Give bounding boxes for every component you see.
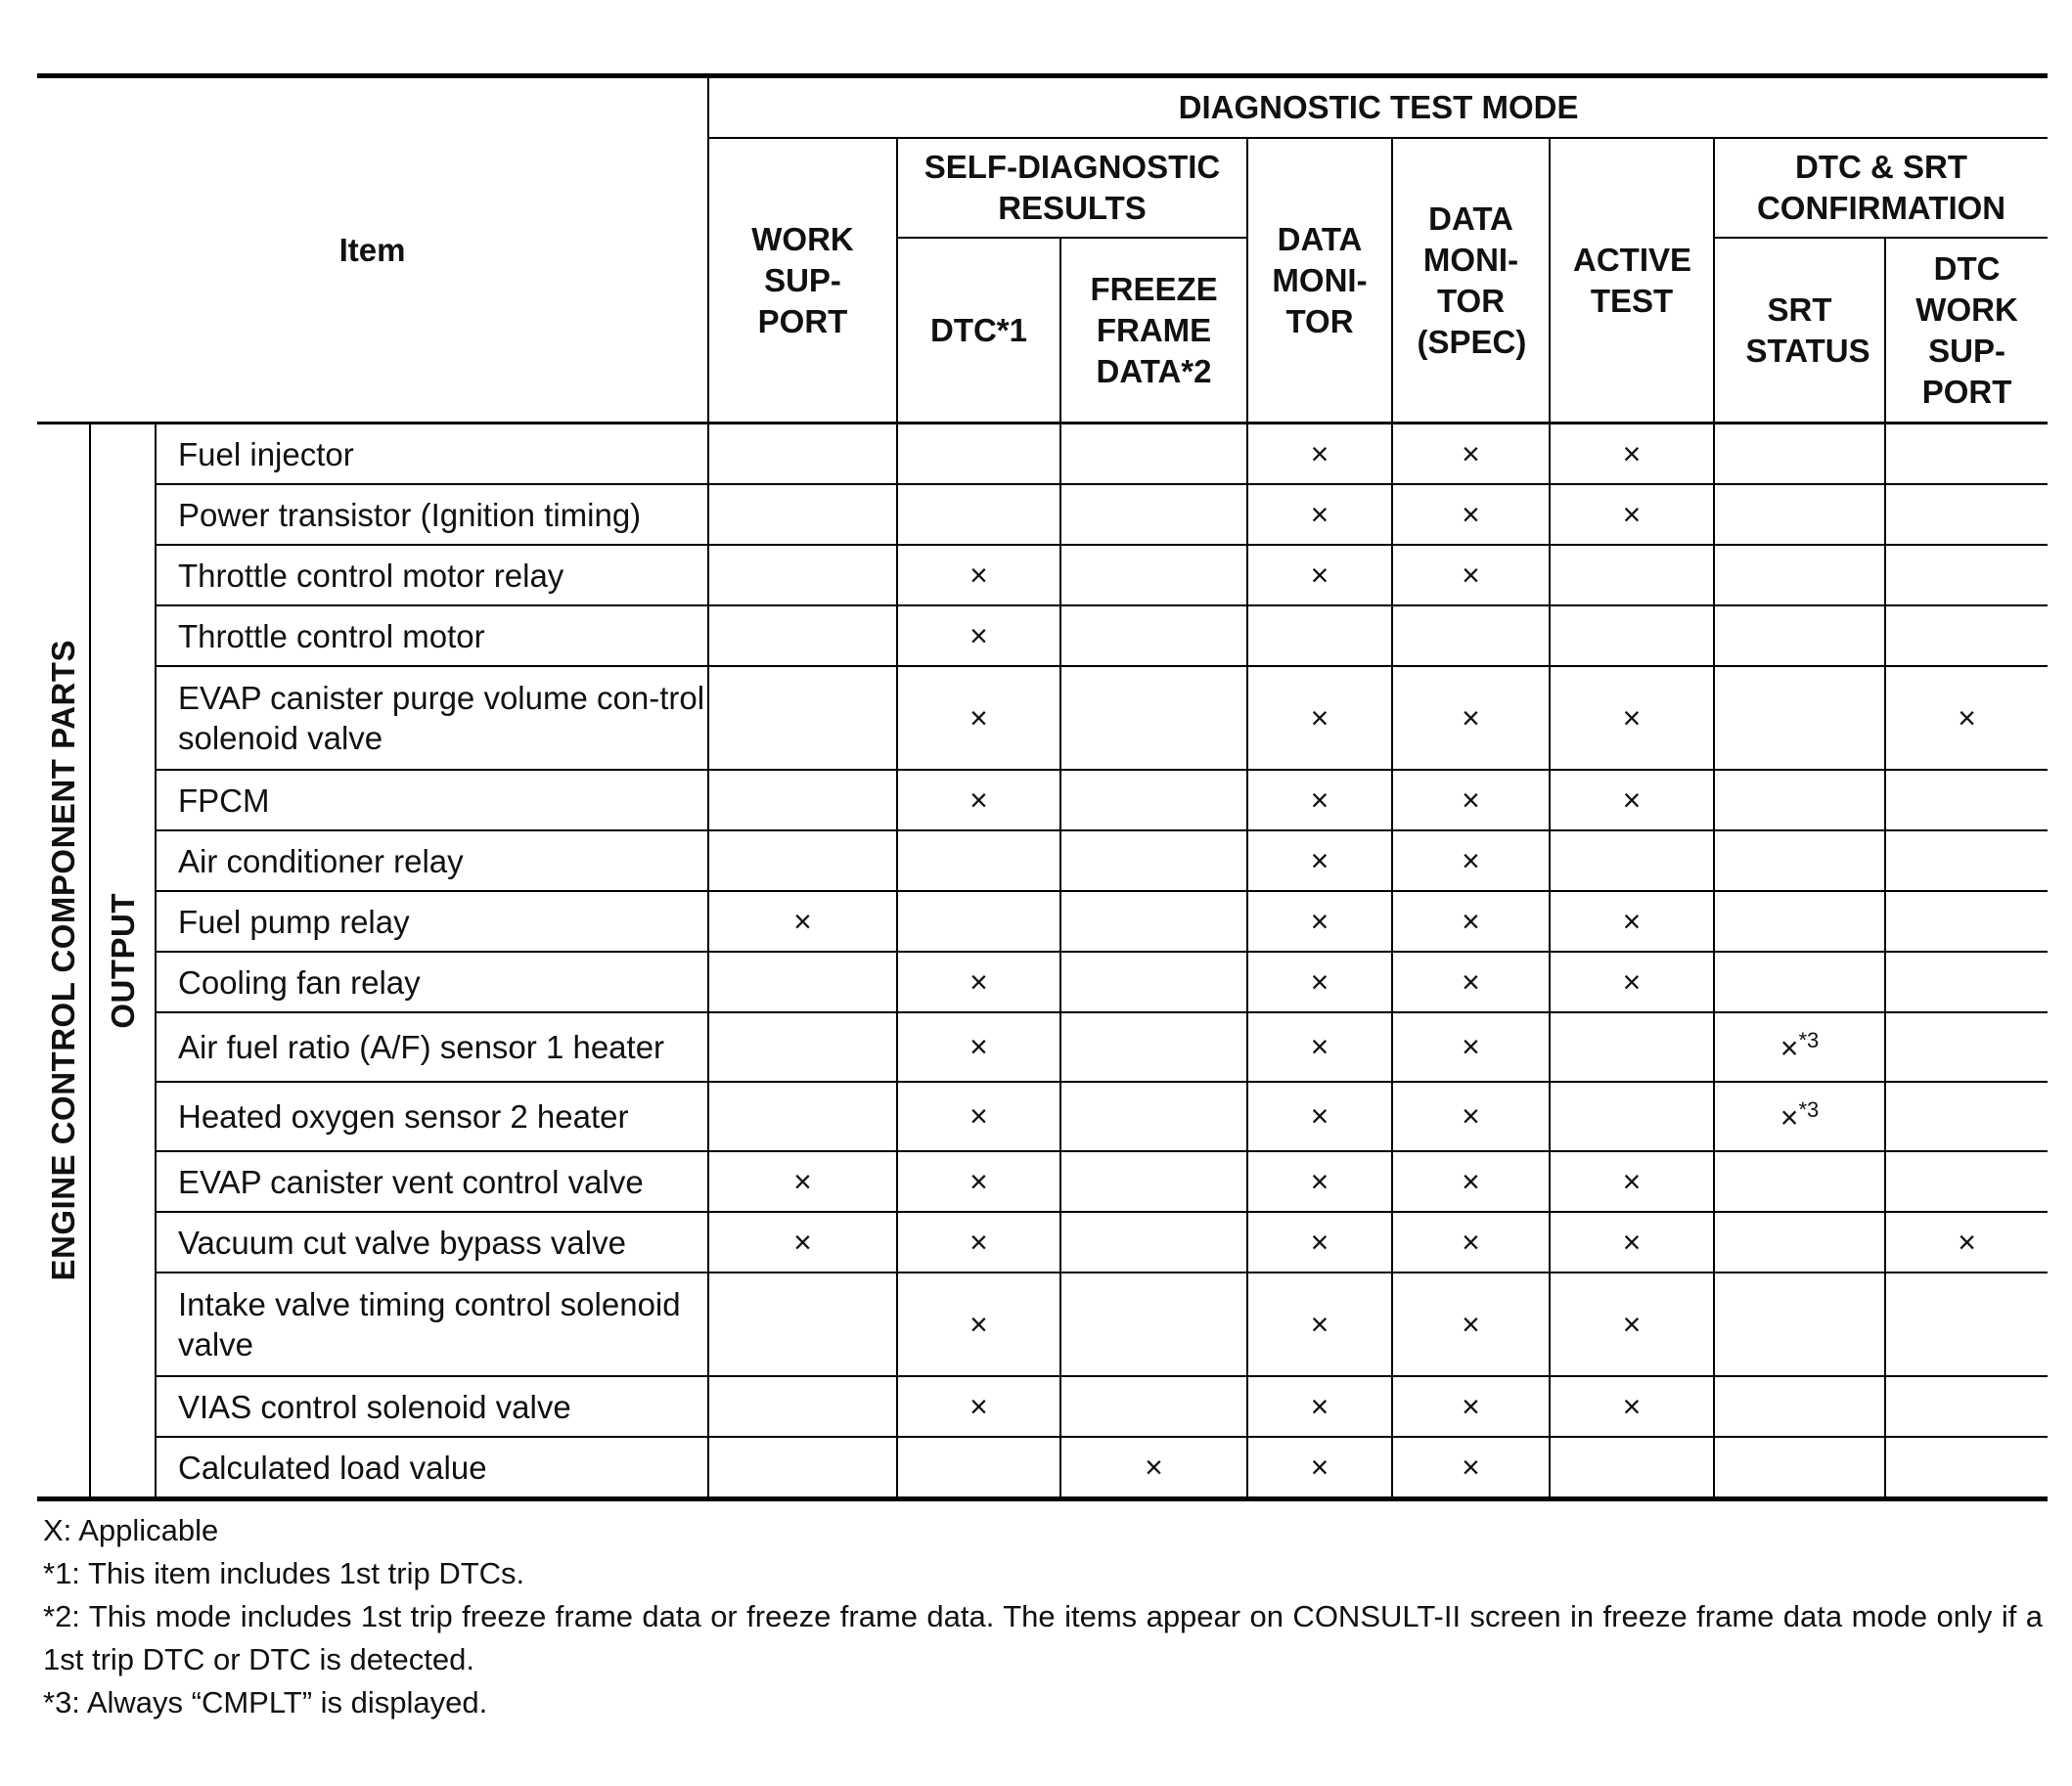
item-name: Calculated load value (156, 1437, 708, 1499)
applicable-mark: × (897, 545, 1060, 605)
table-row (37, 1012, 2048, 1082)
table-row (37, 1082, 2048, 1151)
applicable-mark (708, 770, 897, 830)
applicable-mark (708, 1376, 897, 1437)
applicable-mark (708, 545, 897, 605)
output-label (90, 424, 156, 1499)
applicable-mark (1714, 1212, 1885, 1273)
applicable-mark: × (897, 1151, 1060, 1212)
applicable-mark: × (1247, 545, 1392, 605)
applicable-mark (1885, 605, 2048, 666)
applicable-mark: × (1060, 1437, 1247, 1499)
applicable-mark (1885, 1273, 2048, 1376)
applicable-mark (1060, 484, 1247, 545)
applicable-mark: × (1247, 484, 1392, 545)
applicable-mark (708, 952, 897, 1012)
applicable-mark (1885, 830, 2048, 891)
applicable-mark (708, 666, 897, 770)
applicable-mark (1885, 952, 2048, 1012)
applicable-mark (1060, 1151, 1247, 1212)
applicable-mark: × (1247, 1273, 1392, 1376)
table-row (37, 1273, 2048, 1376)
applicable-mark (1714, 1151, 1885, 1212)
applicable-mark: × (1247, 1082, 1392, 1151)
applicable-mark (708, 484, 897, 545)
applicable-mark: × (897, 1376, 1060, 1437)
applicable-mark (1885, 424, 2048, 485)
item-name: VIAS control solenoid valve (156, 1376, 708, 1437)
applicable-mark: × (897, 1273, 1060, 1376)
applicable-mark (1060, 1212, 1247, 1273)
footnotes (37, 1509, 2043, 1724)
item-name: Fuel pump relay (156, 891, 708, 952)
applicable-mark: × (1247, 424, 1392, 485)
applicable-mark (1550, 1082, 1714, 1151)
item-name: Throttle control motor (156, 605, 708, 666)
applicable-mark: × (1247, 666, 1392, 770)
applicable-mark: × (1247, 1376, 1392, 1437)
applicable-mark (897, 424, 1060, 485)
applicable-mark (1392, 605, 1550, 666)
applicable-mark: × (1392, 1082, 1550, 1151)
footnote: *3: Always “CMPLT” is displayed. (43, 1685, 488, 1719)
applicable-mark (1060, 666, 1247, 770)
applicable-mark: × (1392, 1376, 1550, 1437)
item-name: Vacuum cut valve bypass valve (156, 1212, 708, 1273)
table-row (37, 1376, 2048, 1437)
applicable-mark: × (1392, 484, 1550, 545)
item-name: Intake valve timing control solenoid valve (156, 1273, 708, 1376)
applicable-mark (1885, 1151, 2048, 1212)
applicable-mark: × (1885, 666, 2048, 770)
table-row (37, 1212, 2048, 1273)
applicable-mark: × (708, 1151, 897, 1212)
table-row (37, 1437, 2048, 1499)
applicable-mark: × (1392, 1151, 1550, 1212)
dtc-header: DTC*1 (897, 238, 1060, 424)
applicable-mark: × (1550, 952, 1714, 1012)
applicable-mark (1714, 666, 1885, 770)
table-row (37, 484, 2048, 545)
applicable-mark: × (1550, 484, 1714, 545)
item-name: Heated oxygen sensor 2 heater (156, 1082, 708, 1151)
applicable-mark (1060, 1376, 1247, 1437)
applicable-mark: × (897, 952, 1060, 1012)
applicable-mark: × (1550, 666, 1714, 770)
dtc-work-support-header: DTC WORK SUP-PORT (1885, 238, 2048, 424)
applicable-mark: × (897, 770, 1060, 830)
applicable-mark (1060, 1012, 1247, 1082)
applicable-mark (1885, 1437, 2048, 1499)
applicable-mark (1247, 605, 1392, 666)
applicable-mark (708, 1437, 897, 1499)
applicable-mark (1060, 952, 1247, 1012)
applicable-mark (1060, 545, 1247, 605)
applicable-mark (1060, 770, 1247, 830)
applicable-mark: × (1247, 1151, 1392, 1212)
applicable-mark (1885, 545, 2048, 605)
applicable-mark (1714, 891, 1885, 952)
applicable-mark: × (897, 1012, 1060, 1082)
applicable-mark: × (897, 1082, 1060, 1151)
applicable-mark: × (1550, 424, 1714, 485)
item-name: EVAP canister purge volume con-trol solenoid valve (156, 666, 708, 770)
table-body (37, 424, 2048, 1499)
applicable-mark (1714, 605, 1885, 666)
applicable-mark (897, 891, 1060, 952)
applicable-mark (1714, 545, 1885, 605)
applicable-mark: × (1392, 1012, 1550, 1082)
applicable-mark: × (1247, 891, 1392, 952)
applicable-mark: × (1550, 1376, 1714, 1437)
item-name: Power transistor (Ignition timing) (156, 484, 708, 545)
engine-control-component-parts-label (37, 424, 90, 1499)
applicable-mark (708, 1012, 897, 1082)
applicable-mark (1060, 1273, 1247, 1376)
applicable-mark: × (1550, 891, 1714, 952)
item-name: Fuel injector (156, 424, 708, 485)
applicable-mark: × (1550, 1273, 1714, 1376)
applicable-mark (1714, 952, 1885, 1012)
data-monitor-header: DATA MONI-TOR (1247, 138, 1392, 424)
applicable-mark (1885, 484, 2048, 545)
dtc-srt-confirmation-header: DTC & SRT CONFIRMATION (1714, 138, 2048, 238)
applicable-mark (1714, 1273, 1885, 1376)
applicable-mark (1550, 545, 1714, 605)
applicable-mark (708, 1082, 897, 1151)
item-name: Air fuel ratio (A/F) sensor 1 heater (156, 1012, 708, 1082)
applicable-mark (1885, 891, 2048, 952)
applicable-mark: × (1550, 770, 1714, 830)
data-monitor-spec-header: DATA MONI-TOR (SPEC) (1392, 138, 1550, 424)
diagnostic-test-mode-header: DIAGNOSTIC TEST MODE (708, 76, 2048, 139)
footnote: *1: This item includes 1st trip DTCs. (43, 1556, 525, 1590)
applicable-mark: × (708, 1212, 897, 1273)
table-row (37, 952, 2048, 1012)
applicable-mark: × (1392, 1437, 1550, 1499)
item-column-header: Item (37, 76, 708, 424)
applicable-mark: ×$^{*3}$ (1714, 1082, 1885, 1151)
item-name: Throttle control motor relay (156, 545, 708, 605)
footnote: X: Applicable (43, 1513, 219, 1547)
diagnostic-test-mode-table (37, 73, 2048, 1501)
applicable-mark: × (1885, 1212, 2048, 1273)
applicable-mark: × (1247, 1437, 1392, 1499)
side-label-inner-text: OUTPUT (104, 892, 141, 1029)
applicable-mark (708, 605, 897, 666)
table-row (37, 1151, 2048, 1212)
applicable-mark (1550, 830, 1714, 891)
applicable-mark (708, 424, 897, 485)
applicable-mark (1885, 1012, 2048, 1082)
self-diagnostic-results-header: SELF-DIAGNOSTIC RESULTS (897, 138, 1247, 238)
footnote: *2: This mode includes 1st trip freeze frame data or freeze frame data. The items appear on CONSULT-II screen in freeze frame data mode only if a 1st trip DTC or DTC is detected. (43, 1599, 2043, 1676)
applicable-mark (1550, 1012, 1714, 1082)
applicable-mark (1885, 1376, 2048, 1437)
table-row (37, 666, 2048, 770)
applicable-mark (897, 484, 1060, 545)
applicable-mark (1060, 830, 1247, 891)
applicable-mark (1885, 770, 2048, 830)
applicable-mark (897, 830, 1060, 891)
applicable-mark: × (1392, 891, 1550, 952)
applicable-mark (1885, 1082, 2048, 1151)
freeze-frame-data-header: FREEZE FRAME DATA*2 (1060, 238, 1247, 424)
applicable-mark (708, 830, 897, 891)
applicable-mark: × (1392, 1212, 1550, 1273)
table-row (37, 545, 2048, 605)
applicable-mark: × (897, 605, 1060, 666)
applicable-mark: × (1392, 1273, 1550, 1376)
applicable-mark: × (1392, 770, 1550, 830)
applicable-mark: × (897, 666, 1060, 770)
applicable-mark (897, 1437, 1060, 1499)
applicable-mark (1550, 605, 1714, 666)
side-label-outer-text: ENGINE CONTROL COMPONENT PARTS (44, 640, 81, 1281)
item-name: EVAP canister vent control valve (156, 1151, 708, 1212)
applicable-mark: ×$^{*3}$ (1714, 1012, 1885, 1082)
applicable-mark (1060, 424, 1247, 485)
applicable-mark: × (1550, 1212, 1714, 1273)
applicable-mark (1060, 605, 1247, 666)
applicable-mark (1714, 1376, 1885, 1437)
table-row (37, 891, 2048, 952)
applicable-mark: × (1247, 770, 1392, 830)
applicable-mark (1714, 1437, 1885, 1499)
applicable-mark: × (897, 1212, 1060, 1273)
applicable-mark: × (1247, 952, 1392, 1012)
applicable-mark (1714, 484, 1885, 545)
applicable-mark: × (708, 891, 897, 952)
applicable-mark (1714, 770, 1885, 830)
table-row (37, 770, 2048, 830)
document (37, 73, 2043, 1724)
applicable-mark (1714, 830, 1885, 891)
applicable-mark: × (1247, 830, 1392, 891)
table-row (37, 424, 2048, 485)
applicable-mark (1060, 1082, 1247, 1151)
applicable-mark (1060, 891, 1247, 952)
item-name: Cooling fan relay (156, 952, 708, 1012)
table-row (37, 605, 2048, 666)
work-support-header: WORK SUP-PORT (708, 138, 897, 424)
applicable-mark: × (1392, 952, 1550, 1012)
item-name: Air conditioner relay (156, 830, 708, 891)
applicable-mark: × (1392, 830, 1550, 891)
applicable-mark: × (1247, 1212, 1392, 1273)
table-row (37, 830, 2048, 891)
srt-status-header: SRT STATUS (1714, 238, 1885, 424)
applicable-mark: × (1247, 1012, 1392, 1082)
applicable-mark (708, 1273, 897, 1376)
active-test-header: ACTIVE TEST (1550, 138, 1714, 424)
applicable-mark: × (1392, 666, 1550, 770)
applicable-mark (1714, 424, 1885, 485)
applicable-mark (1550, 1437, 1714, 1499)
applicable-mark: × (1392, 545, 1550, 605)
applicable-mark: × (1550, 1151, 1714, 1212)
applicable-mark: × (1392, 424, 1550, 485)
item-name: FPCM (156, 770, 708, 830)
